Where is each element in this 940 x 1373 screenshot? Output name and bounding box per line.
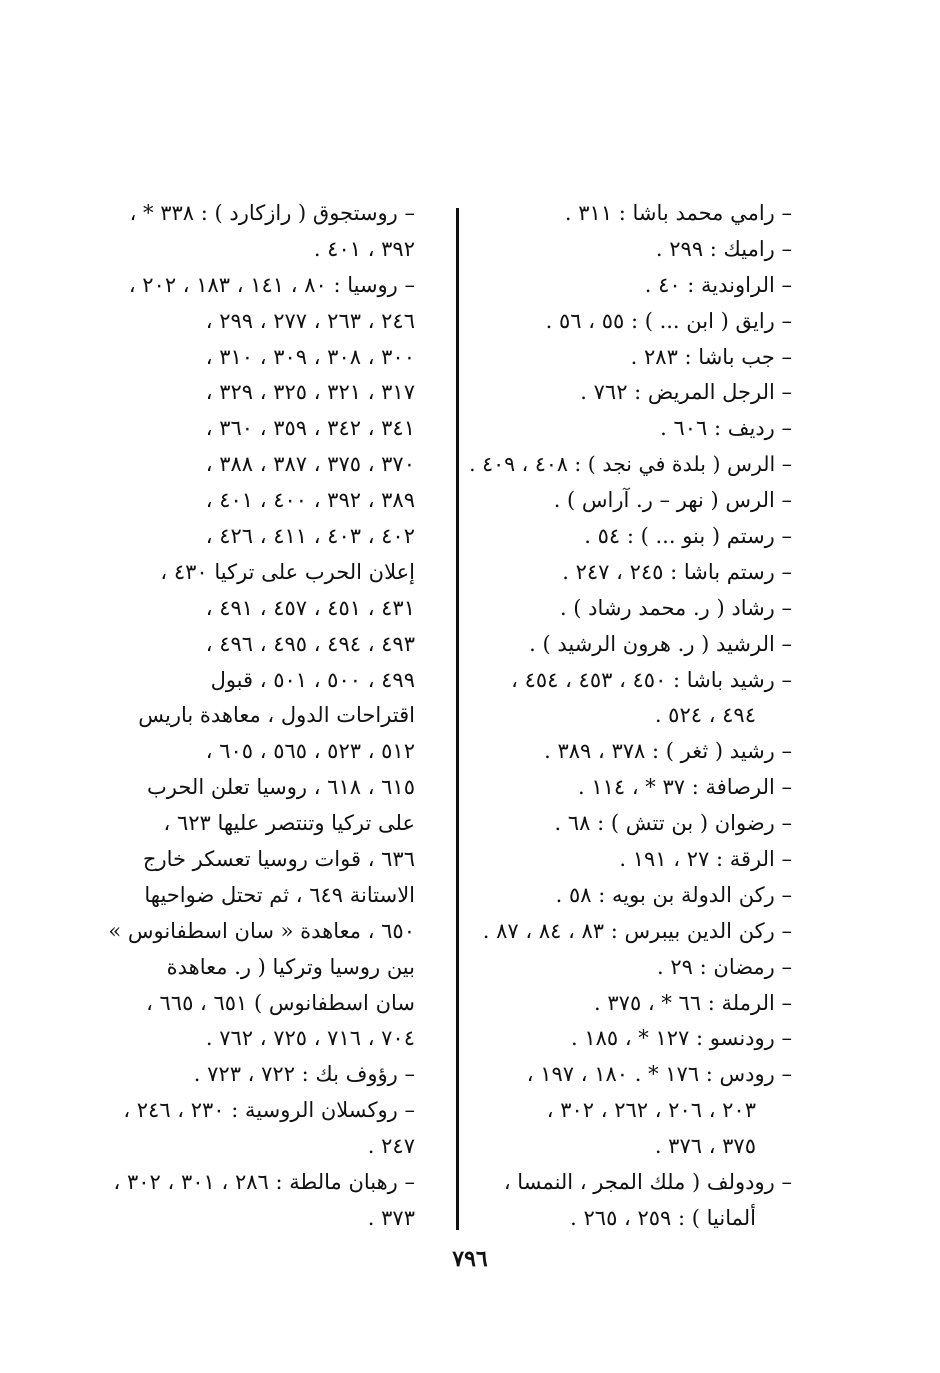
index-entry-continuation: ٣١٧ ، ٣٢١ ، ٣٢٥ ، ٣٢٩ ، bbox=[205, 380, 415, 405]
index-entry: – رامي محمد باشا : ٣١١ . bbox=[564, 201, 792, 225]
index-entry: – الرس ( بلدة في نجد ) : ٤٠٨ ، ٤٠٩ . bbox=[469, 452, 792, 477]
index-entry: – الراوندية : ٤٠ . bbox=[644, 272, 792, 297]
index-entry-continuation: ٦٣٦ ، قوات روسيا تعسكر خارج bbox=[142, 847, 415, 872]
index-entry: – رودنسو : ١٢٧ * ، ١٨٥ . bbox=[570, 1026, 792, 1051]
index-entry-continuation: ٣٨٩ ، ٣٩٢ ، ٤٠٠ ، ٤٠١ ، bbox=[205, 488, 415, 513]
index-entry-continuation: ألمانيا ) : ٢٥٩ ، ٢٦٥ . bbox=[570, 1205, 756, 1230]
index-entry-continuation: ٤٩٣ ، ٤٩٤ ، ٤٩٥ ، ٤٩٦ ، bbox=[205, 631, 415, 656]
index-entry-continuation: ٢٤٧ . bbox=[367, 1134, 415, 1159]
index-column-left bbox=[93, 196, 415, 1237]
index-entry: – الرقة : ٢٧ ، ١٩١ . bbox=[619, 847, 792, 872]
index-entry: – رهبان مالطة : ٢٨٦ ، ٣٠١ ، ٣٠٢ ، bbox=[113, 1170, 415, 1195]
index-entry-continuation: ٤٩٤ ، ٥٢٤ . bbox=[654, 703, 756, 728]
index-entry: – رؤوف بك : ٧٢٢ ، ٧٢٣ . bbox=[193, 1062, 415, 1087]
index-entry: – رستم ( بنو ... ) : ٥٤ . bbox=[584, 524, 792, 549]
index-entry: – رمضان : ٢٩ . bbox=[657, 954, 792, 979]
index-entry: – روستجوق ( رازكارد ) : ٣٣٨ * ، bbox=[129, 201, 415, 225]
index-entry-continuation: ٣٩٢ ، ٤٠١ . bbox=[313, 236, 415, 261]
index-entry: – رستم باشا : ٢٤٥ ، ٢٤٧ . bbox=[562, 559, 792, 584]
index-entry-continuation: ٦١٥ ، ٦١٨ ، روسيا تعلن الحرب bbox=[147, 775, 415, 800]
index-entry-continuation: ٣٠٠ ، ٣٠٨ ، ٣٠٩ ، ٣١٠ ، bbox=[205, 344, 415, 369]
index-entry: – الرصافة : ٣٧ * ، ١١٤ . bbox=[577, 775, 792, 800]
index-entry: – الرملة : ٦٦ * ، ٣٧٥ . bbox=[594, 990, 792, 1015]
index-entry: – روكسلان الروسية : ٢٣٠ ، ٢٤٦ ، bbox=[123, 1098, 415, 1123]
index-entry-continuation: ٧٠٤ ، ٧١٦ ، ٧٢٥ ، ٧٦٢ . bbox=[205, 1026, 415, 1051]
index-entry-continuation: ٢٠٣ ، ٢٠٦ ، ٢٦٢ ، ٣٠٢ ، bbox=[546, 1098, 756, 1123]
index-entry-continuation: سان اسطفانوس ) ٦٥١ ، ٦٦٥ ، bbox=[146, 990, 415, 1015]
index-entry: – الرشيد ( ر. هرون الرشيد ) . bbox=[529, 631, 792, 656]
index-entry-continuation: ٦٥٠ ، معاهدة « سان اسطفانوس » bbox=[108, 918, 415, 943]
index-entry: – الرس ( نهر – ر. آراس ) . bbox=[553, 488, 792, 513]
index-entry-continuation: ٣٧٣ . bbox=[367, 1205, 415, 1230]
index-entry-continuation: على تركيا وتنتصر عليها ٦٢٣ ، bbox=[163, 811, 415, 836]
index-column-right bbox=[462, 196, 792, 1237]
index-entry: – رشاد ( ر. محمد رشاد ) . bbox=[559, 595, 792, 620]
index-entry: – رودس : ١٧٦ * . ١٨٠ ، ١٩٧ ، bbox=[526, 1062, 792, 1087]
index-entry-continuation: ٢٤٦ ، ٢٦٣ ، ٢٧٧ ، ٢٩٩ ، bbox=[205, 308, 415, 333]
index-entry: – رضوان ( بن تتش ) : ٦٨ . bbox=[554, 811, 792, 836]
index-entry-continuation: ٣٤١ ، ٣٤٢ ، ٣٥٩ ، ٣٦٠ ، bbox=[205, 416, 415, 441]
index-entry-continuation: ٣٧٠ ، ٣٧٥ ، ٣٨٧ ، ٣٨٨ ، bbox=[205, 452, 415, 477]
index-entry-continuation: ٤٠٢ ، ٤٠٣ ، ٤١١ ، ٤٢٦ ، bbox=[205, 524, 415, 549]
index-entry: – راميك : ٢٩٩ . bbox=[655, 236, 792, 261]
index-entry-continuation: اقتراحات الدول ، معاهدة باريس bbox=[138, 703, 415, 728]
column-divider bbox=[456, 208, 459, 1230]
index-entry: – الرجل المريض : ٧٦٢ . bbox=[580, 380, 792, 405]
index-entry: – ركن الدولة بن بويه : ٥٨ . bbox=[555, 882, 792, 907]
index-entry-continuation: ٤٣١ ، ٤٥١ ، ٤٥٧ ، ٤٩١ ، bbox=[205, 595, 415, 620]
index-entry-continuation: ٣٧٥ ، ٣٧٦ . bbox=[654, 1134, 756, 1159]
index-entry: – رشيد باشا : ٤٥٠ ، ٤٥٣ ، ٤٥٤ ، bbox=[511, 667, 792, 692]
index-entry-continuation: ٤٩٩ ، ٥٠٠ ، ٥٠١ ، قبول bbox=[210, 667, 415, 692]
page-number: ٧٩٦ bbox=[452, 1246, 488, 1272]
index-entry-continuation: الاستانة ٦٤٩ ، ثم تحتل ضواحيها bbox=[144, 882, 415, 907]
index-entry: – روسيا : ٨٠ ، ١٤١ ، ١٨٣ ، ٢٠٢ ، bbox=[128, 272, 415, 297]
index-entry: – رودولف ( ملك المجر ، النمسا ، bbox=[503, 1170, 792, 1195]
index-entry-continuation: بين روسيا وتركيا ( ر. معاهدة bbox=[166, 954, 415, 979]
index-entry: – ركن الدين بيبرس : ٨٣ ، ٨٤ ، ٨٧ . bbox=[482, 918, 792, 943]
index-entry: – جب باشا : ٢٨٣ . bbox=[630, 344, 792, 369]
index-entry: – رديف : ٦٠٦ . bbox=[660, 416, 792, 441]
index-entry: – رشيد ( ثغر ) : ٣٧٨ ، ٣٨٩ . bbox=[544, 739, 792, 764]
index-entry-continuation: ٥١٢ ، ٥٢٣ ، ٥٦٥ ، ٦٠٥ ، bbox=[205, 739, 415, 764]
index-entry-continuation: إعلان الحرب على تركيا ٤٣٠ ، bbox=[160, 559, 415, 584]
index-entry: – رايق ( ابن ... ) : ٥٥ ، ٥٦ . bbox=[545, 308, 792, 333]
